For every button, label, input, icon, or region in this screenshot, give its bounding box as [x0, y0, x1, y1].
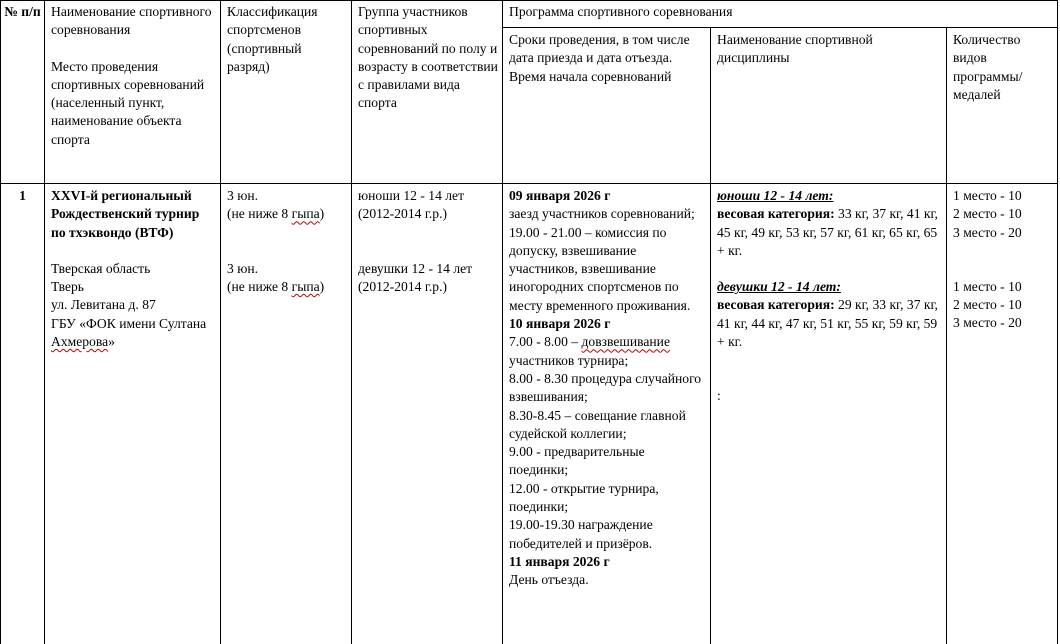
header-name-title: Наименование спортивного соревнования: [51, 4, 212, 38]
col-divider-4: [502, 0, 503, 644]
schedule-arrival: заезд участников соревнований;: [509, 206, 695, 222]
header-group: Группа участников спортивных соревнований по полу и возрасту в соответствии с правилами вида спорта: [358, 4, 498, 111]
schedule-departure: День отъезда.: [509, 572, 589, 588]
schedule-cell: [509, 187, 707, 590]
col-divider-6: [946, 27, 947, 644]
header-name: [51, 3, 217, 149]
header-classification: Классификация спортсменов (спортивный разряд): [227, 4, 318, 74]
group-boys: юноши 12 - 14 лет: [358, 188, 465, 203]
schedule-day3: 11 января 2026 г: [509, 553, 610, 569]
col-divider-3: [351, 0, 352, 644]
header-medals: Количество видов программы/ медалей: [953, 32, 1023, 102]
medal-boys-2: 2 место - 10: [953, 206, 1022, 222]
classification-cell: [227, 187, 351, 296]
header-program: Программа спортивного соревнования: [509, 4, 733, 19]
header-dates-text: Сроки проведения, в том числе дата приезда и дата отъезда.: [509, 32, 690, 66]
schedule-awards: 19.00-19.30 награждение победителей и призёров.: [509, 517, 653, 551]
group-boys-years: (2012-2014 г.р.): [358, 206, 447, 222]
schedule-opening: 12.00 - открытие турнира, поединки;: [509, 480, 659, 515]
header-location-title: Место проведения спортивных соревнований (населенный пункт, наименование объекта спорта: [51, 58, 205, 147]
location-street: ул. Левитана д. 87: [51, 297, 156, 313]
class-label-boys: 3 юн.: [227, 188, 259, 203]
schedule-day2: 10 января 2026 г: [509, 316, 611, 332]
disc-girls-title: девушки 12 - 14 лет:: [717, 279, 841, 295]
schedule-prelim: 9.00 - предварительные поединки;: [509, 444, 645, 478]
col-divider-1: [44, 0, 45, 644]
disc-boys-title: юноши 12 - 14 лет:: [717, 188, 834, 203]
medal-girls-1: 1 место - 10: [953, 278, 1022, 294]
location-venue: [51, 315, 217, 352]
schedule-commission: 19.00 - 21.00 – комиссия по допуску, взвешивание участников, взвешивание иногородних спортсменов по месту временного проживания.: [509, 224, 691, 313]
medal-girls-3: 3 место - 20: [953, 315, 1022, 331]
table-border-top: [0, 0, 1058, 1]
col-divider-5: [710, 27, 711, 644]
medal-boys-3: 3 место - 20: [953, 224, 1022, 240]
medal-girls-2: 2 место - 10: [953, 297, 1022, 313]
disc-boys-weights: весовая категория: 33 кг, 37 кг, 41 кг, 45 кг, 49 кг, 53 кг, 57 кг, 61 кг, 65 кг, 65 + кг.: [717, 206, 938, 258]
header-num: № п/п: [4, 4, 41, 19]
location-city: Тверь: [51, 279, 84, 295]
header-discipline: Наименование спортивной дисциплины: [717, 32, 873, 66]
header-start-time: Время начала соревнований: [509, 68, 672, 84]
group-girls-years: (2012-2014 г.р.): [358, 278, 447, 294]
venue-suffix: »: [108, 334, 115, 350]
program-subheader-line: [502, 27, 1058, 28]
schedule-meeting: 8.30-8.45 – совещание главной судейской коллегии;: [509, 407, 686, 441]
header-bottom-line: [0, 183, 1058, 184]
schedule-random-weigh: 8.00 - 8.30 процедура случайного взвешивания;: [509, 370, 702, 405]
discipline-cell: [717, 187, 942, 406]
class-label-girls: 3 юн.: [227, 260, 259, 276]
table-border-right: [1057, 0, 1058, 644]
class-note-girls: (не ниже 8 гыпа): [227, 278, 325, 294]
group-girls: девушки 12 - 14 лет: [358, 260, 473, 276]
disc-girls-weights: весовая категория: 29 кг, 33 кг, 37 кг, 41 кг, 44 кг, 47 кг, 51 кг, 55 кг, 59 кг, 59 + кг.: [717, 297, 938, 350]
class-note-boys: (не ниже 8 гыпа): [227, 206, 325, 222]
group-cell: [358, 187, 500, 296]
location-region: Тверская область: [51, 260, 151, 276]
col-divider-2: [220, 0, 221, 644]
schedule-day1: 09 января 2026 г: [509, 188, 611, 203]
competition-cell: [51, 187, 217, 351]
medals-cell: [953, 187, 1053, 333]
venue-name: Ахмерова: [51, 334, 109, 350]
venue-prefix: ГБУ «ФОК имени Султана: [51, 315, 207, 331]
schedule-reweigh: 7.00 - 8.00 – довзвешивание участников турнира;: [509, 334, 670, 368]
row-num: 1: [19, 188, 26, 203]
table-border-left: [0, 0, 1, 644]
disc-colon: :: [717, 388, 721, 404]
competition-title: XXVI-й региональный Рождественский турнир по тхэквондо (ВТФ): [51, 188, 200, 240]
header-dates: [509, 31, 707, 86]
medal-boys-1: 1 место - 10: [953, 188, 1022, 203]
